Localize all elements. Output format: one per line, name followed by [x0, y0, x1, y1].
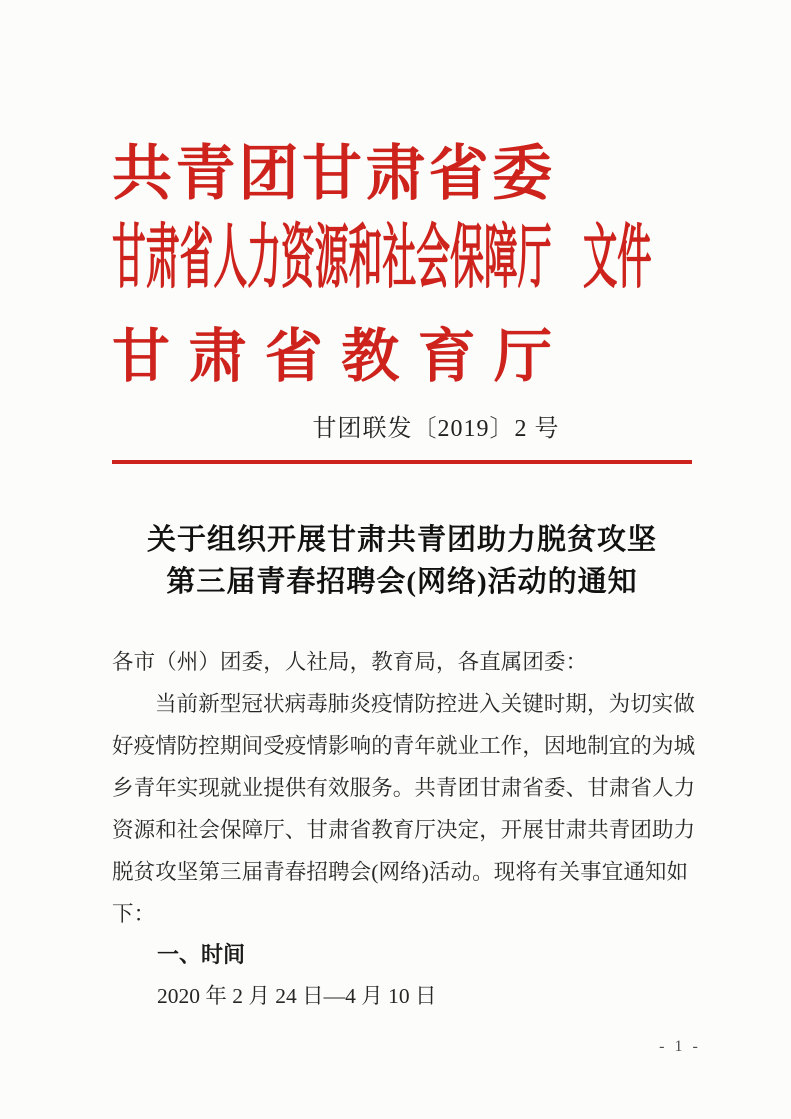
- title-line-1: 关于组织开展甘肃共青团助力脱贫攻坚: [146, 524, 657, 556]
- body-line: 资源和社会保障厅、甘肃省教育厅决定，开展甘肃共青团助力: [112, 818, 696, 842]
- page-number: - 1 -: [659, 1038, 701, 1055]
- event-date-range: 2020 年 2 月 24 日—4 月 10 日: [157, 984, 437, 1008]
- body-line: 乡青年实现就业提供有效服务。共青团甘肃省委、甘肃省人力: [112, 776, 696, 800]
- org-name-education-dept: 甘肃省教育厅: [112, 324, 552, 389]
- org-name-youth-league: 共青团甘肃省委: [112, 141, 552, 207]
- document-letterhead: [112, 142, 692, 388]
- org-name-human-resources: 甘肃省人力资源和社会保障厅: [112, 220, 552, 297]
- salutation: 各市（州）团委，人社局，教育局，各直属团委：: [112, 650, 588, 674]
- title-line-2: 第三届青春招聘会(网络)活动的通知: [166, 566, 638, 598]
- body-line: 下：: [112, 902, 156, 926]
- document-type-label: 文件: [583, 220, 652, 297]
- red-separator-line: [112, 460, 692, 464]
- section-heading-time: 一、时间: [157, 942, 246, 967]
- document-body: [112, 641, 698, 1017]
- body-line: 脱贫攻坚第三届青春招聘会(网络)活动。现将有关事宜通知如: [112, 860, 689, 884]
- document-reference-number: 甘团联发〔2019〕2 号: [312, 416, 560, 442]
- org-name-row-2: [112, 222, 692, 296]
- body-line: 好疫情防控期间受疫情影响的青年就业工作，因地制宜的为城: [112, 734, 696, 758]
- document-title: [102, 519, 702, 603]
- body-line: 当前新型冠状病毒肺炎疫情防控进入关键时期，为切实做: [155, 692, 696, 716]
